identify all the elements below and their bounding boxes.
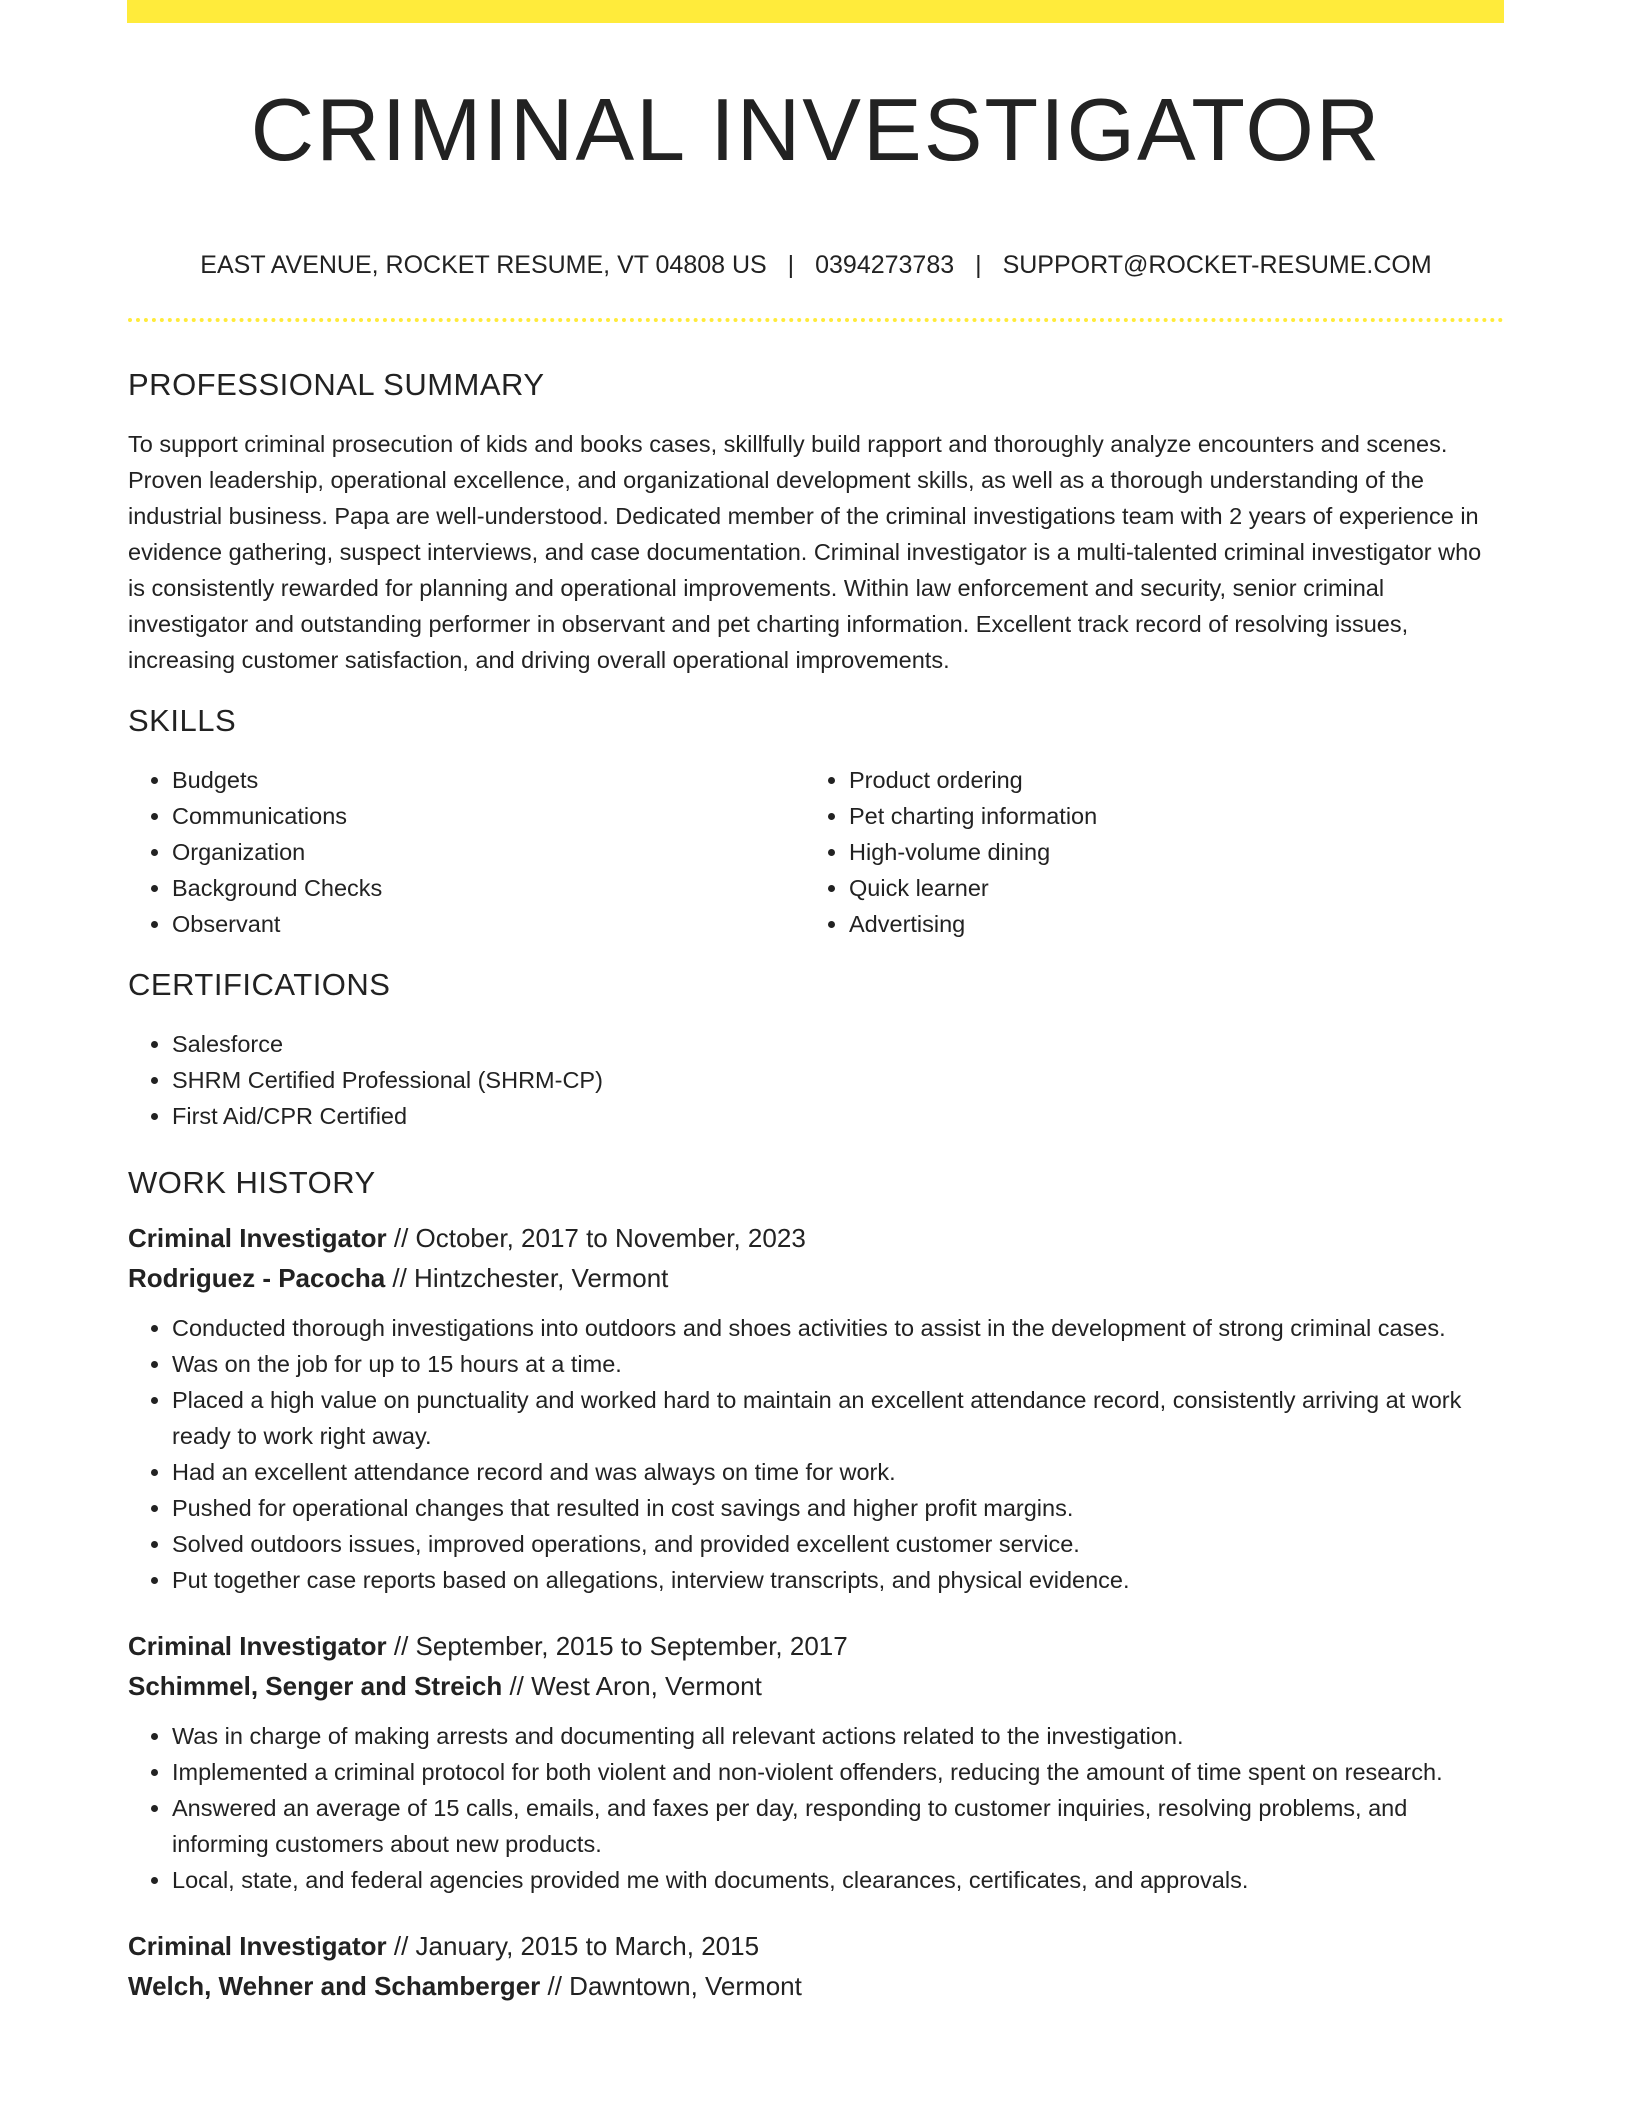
job-duty: • Conducted thorough investigations into outdoors and shoes activities to assist in the development of strong criminal cases. [172,1310,1504,1346]
job-role-line [128,1626,1504,1666]
certification-item: • Salesforce [172,1026,1504,1062]
resume-content [128,0,1504,2006]
candidate-title: CRIMINAL INVESTIGATOR [250,80,1382,179]
skill-item: • Budgets [172,762,805,798]
skill-item: • Quick learner [849,870,1482,906]
skills-heading: SKILLS [128,703,237,738]
job-entry [128,1926,1504,2006]
job-role-line [128,1926,1504,1966]
job-duties-list [128,1310,1504,1598]
job-company: Welch, Wehner and Schamberger [128,1971,541,2001]
job-duty: • Solved outdoors issues, improved operations, and provided excellent customer service. [172,1526,1504,1562]
certifications-heading: CERTIFICATIONS [128,967,391,1002]
job-location: // Hintzchester, Vermont [385,1263,669,1293]
job-duty: • Had an excellent attendance record and was always on time for work. [172,1454,1504,1490]
job-company-line [128,1666,1504,1706]
job-entry [128,1626,1504,1898]
job-dates: // September, 2015 to September, 2017 [386,1631,848,1661]
summary-text: To support criminal prosecution of kids and books cases, skillfully build rapport and thoroughly analyze encounters and scenes. Proven leadership, operational excellence, and organizational development skills, as well as a thorough understanding of the industrial business. Papa are well-understood. Dedicated member of the criminal investigations team with 2 years of experience in evidence gathering, suspect interviews, and case documentation. Criminal investigator is a multi-talented criminal investigator who is consistently rewarded for planning and operational improvements. Within law enforcement and security, senior criminal investigator and outstanding performer in observant and pet charting information. Excellent track record of resolving issues, increasing customer satisfaction, and driving overall operational improvements. [128,431,1482,673]
job-duty: • Answered an average of 15 calls, emails, and faxes per day, responding to customer inquiries, resolving problems, and informing customers about new products. [172,1790,1504,1862]
skill-item: • Organization [172,834,805,870]
certification-item: • First Aid/CPR Certified [172,1098,1504,1134]
summary-heading: PROFESSIONAL SUMMARY [128,367,545,402]
job-duty: • Was on the job for up to 15 hours at a time. [172,1346,1504,1382]
skills-list-left [128,762,805,942]
skill-item: • Background Checks [172,870,805,906]
job-location: // West Aron, Vermont [502,1671,762,1701]
job-duty: • Was in charge of making arrests and documenting all relevant actions related to the investigation. [172,1718,1504,1754]
job-duty: • Put together case reports based on allegations, interview transcripts, and physical evidence. [172,1562,1504,1598]
skill-item: • Communications [172,798,805,834]
job-role: Criminal Investigator [128,1223,387,1253]
job-duties-list [128,1718,1504,1898]
contact-line [128,250,1504,280]
skill-item: • Product ordering [849,762,1482,798]
contact-separator: | [787,251,795,279]
skill-item: • Observant [172,906,805,942]
job-company: Rodriguez - Pacocha [128,1263,386,1293]
job-company-line [128,1966,1504,2006]
certifications-list [128,1026,1504,1134]
job-dates: // October, 2017 to November, 2023 [386,1223,806,1253]
job-duty: • Local, state, and federal agencies provided me with documents, clearances, certificates, and approvals. [172,1862,1504,1898]
certification-item: • SHRM Certified Professional (SHRM-CP) [172,1062,1504,1098]
job-location: // Dawntown, Vermont [540,1971,802,2001]
job-entry [128,1218,1504,1598]
work-history-heading: WORK HISTORY [128,1165,376,1200]
job-role: Criminal Investigator [128,1931,387,1961]
header-divider [128,318,1504,322]
job-dates: // January, 2015 to March, 2015 [386,1931,760,1961]
job-role: Criminal Investigator [128,1631,387,1661]
contact-phone: 0394273783 [815,251,955,279]
contact-address: EAST AVENUE, ROCKET RESUME, VT 04808 US [200,251,767,279]
job-role-line [128,1218,1504,1258]
job-duty: • Placed a high value on punctuality and worked hard to maintain an excellent attendance record, consistently arriving at work ready to work right away. [172,1382,1504,1454]
skills-grid [128,762,1504,942]
job-company-line [128,1258,1504,1298]
contact-email: SUPPORT@ROCKET-RESUME.COM [1002,251,1432,279]
skill-item: • Advertising [849,906,1482,942]
contact-separator: | [975,251,982,279]
skill-item: • Pet charting information [849,798,1482,834]
skills-list-right [805,762,1482,942]
job-company: Schimmel, Senger and Streich [128,1671,503,1701]
job-duty: • Pushed for operational changes that resulted in cost savings and higher profit margins. [172,1490,1504,1526]
job-duty: • Implemented a criminal protocol for both violent and non-violent offenders, reducing the amount of time spent on research. [172,1754,1504,1790]
skill-item: • High-volume dining [849,834,1482,870]
